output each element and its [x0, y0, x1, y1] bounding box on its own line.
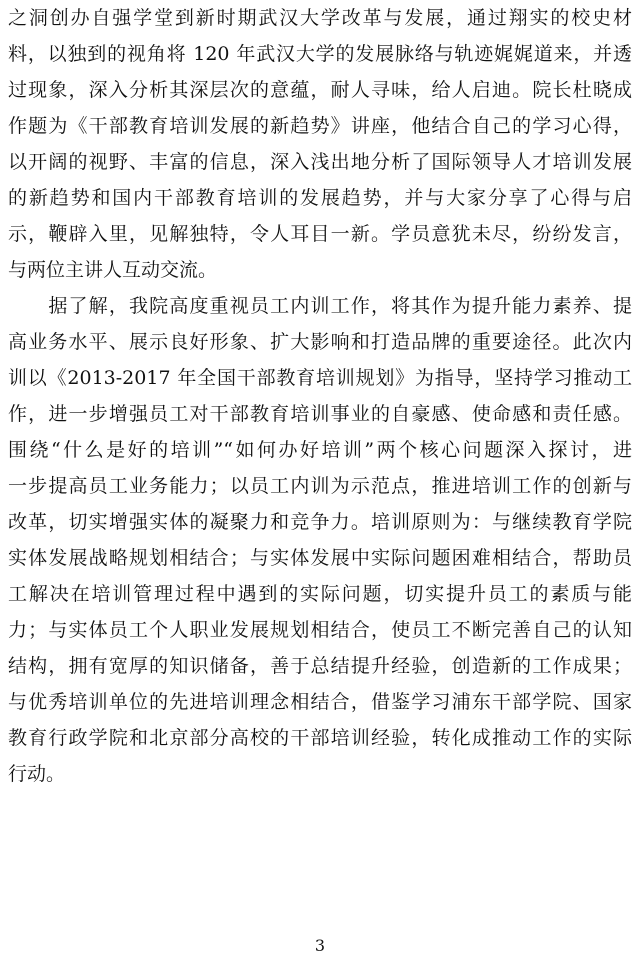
- document-body: [8, 0, 632, 792]
- text-line: 实体发展战略规划相结合；与实体发展中实际问题困难相结合，帮助员: [8, 547, 632, 569]
- text-line: 与两位主讲人互动交流。: [8, 259, 218, 281]
- text-line: 以开阔的视野、丰富的信息，深入浅出地分析了国际领导人才培训发展: [8, 151, 632, 173]
- text-line: 力；与实体员工个人职业发展规划相结合，使员工不断完善自己的认知: [8, 619, 632, 641]
- text-line: 过现象，深入分析其深层次的意蕴，耐人寻味，给人启迪。院长杜晓成: [8, 79, 632, 101]
- text-line: 改革，切实增强实体的凝聚力和竞争力。培训原则为：与继续教育学院: [8, 511, 632, 533]
- text-line: 据了解，我院高度重视员工内训工作，将其作为提升能力素养、提: [8, 295, 632, 317]
- paragraph-2: [8, 288, 632, 792]
- text-line: 结构，拥有宽厚的知识储备，善于总结提升经验，创造新的工作成果；: [8, 655, 632, 677]
- text-line: 高业务水平、展示良好形象、扩大影响和打造品牌的重要途径。此次内: [8, 331, 632, 353]
- text-line: 围绕“什么是好的培训”“如何办好培训”两个核心问题深入探讨，进: [8, 439, 632, 461]
- text-line: 作，进一步增强员工对干部教育培训事业的自豪感、使命感和责任感。: [8, 403, 632, 425]
- text-line: 训以《2013-2017 年全国干部教育培训规划》为指导，坚持学习推动工: [8, 367, 632, 389]
- text-line: 示，鞭辟入里，见解独特，令人耳目一新。学员意犹未尽，纷纷发言，: [8, 223, 632, 245]
- paragraph-1: [8, 0, 632, 288]
- text-line: 工解决在培训管理过程中遇到的实际问题，切实提升员工的素质与能: [8, 583, 632, 605]
- text-line: 作题为《干部教育培训发展的新趋势》讲座，他结合自己的学习心得，: [8, 115, 632, 137]
- text-line: 行动。: [8, 763, 66, 785]
- text-line: 一步提高员工业务能力；以员工内训为示范点，推进培训工作的创新与: [8, 475, 632, 497]
- text-line: 的新趋势和国内干部教育培训的发展趋势，并与大家分享了心得与启: [8, 187, 632, 209]
- text-line: 与优秀培训单位的先进培训理念相结合，借鉴学习浦东干部学院、国家: [8, 691, 632, 713]
- text-line: 之洞创办自强学堂到新时期武汉大学改革与发展，通过翔实的校史材: [8, 7, 632, 29]
- text-line: 料，以独到的视角将 120 年武汉大学的发展脉络与轨迹娓娓道来，并透: [8, 43, 632, 65]
- page-number: 3: [314, 936, 326, 955]
- text-line: 教育行政学院和北京部分高校的干部培训经验，转化成推动工作的实际: [8, 727, 632, 749]
